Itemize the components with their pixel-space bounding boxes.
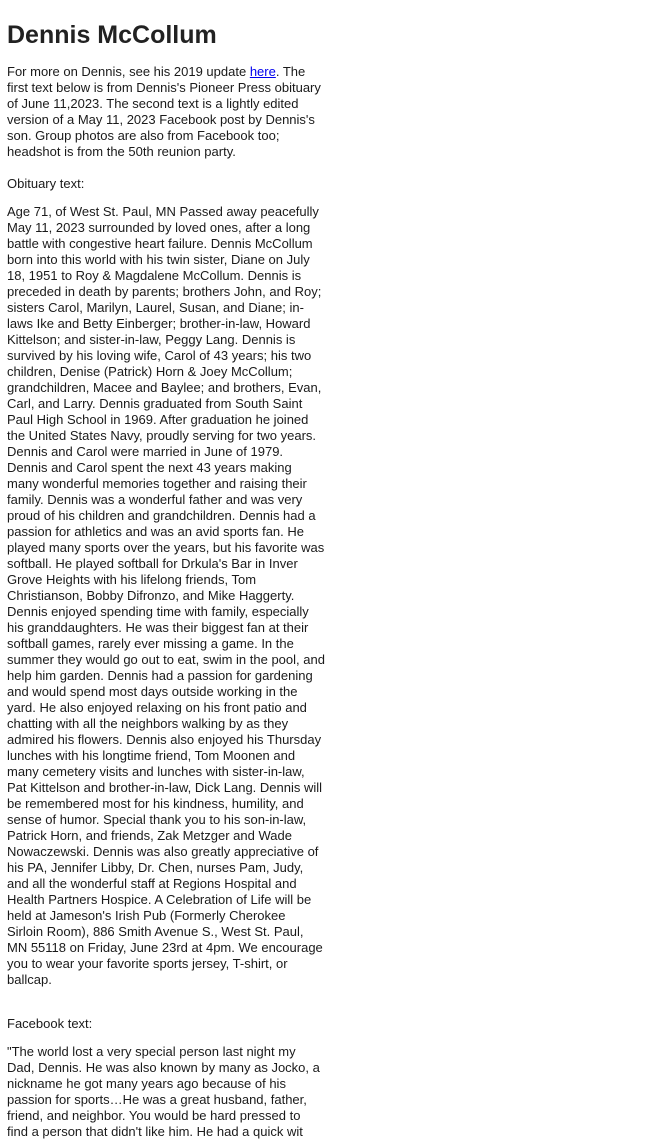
update-link[interactable]: here — [249, 64, 276, 79]
facebook-text: "The world lost a very special person last night my Dad, Dennis. He was also known by many as Jocko, a nickname he got many years ago because of his passion for sports…He was a great husband, father, friend, and neighbor. You would be hard pressed to find a person that didn't like him. He had a quick wit — [7, 1044, 320, 1139]
intro-paragraph — [7, 64, 325, 160]
intro-text-after-link: . The first text below is from Dennis's Pioneer Press obituary of June 11,2023. The second text is a lightly edited version of a May 11, 2023 Facebook post by Dennis's son. Group photos are also from Facebook too; headshot is from the 50th reunion party. — [7, 64, 321, 159]
intro-text-before-link: For more on Dennis, see his 2019 update — [7, 64, 250, 79]
facebook-label: Facebook text: — [7, 1016, 93, 1031]
obituary-text: Age 71, of West St. Paul, MN Passed away peacefully May 11, 2023 surrounded by loved ones, after a long battle with congestive heart failure. Dennis McCollum born into this world with his twin sister, Diane on July 18, 1951 to Roy & Magdalene McCollum. Dennis is preceded in death by parents; brothers John, and Roy; sisters Carol, Marilyn, Laurel, Susan, and Diane; in-laws Ike and Betty Einberger; brother-in-law, Howard Kittelson; and sister-in-law, Peggy Lang. Dennis is survived by his loving wife, Carol of 43 years; his two children, Denise (Patrick) Horn & Joey McCollum; grandchildren, Macee and Baylee; and brothers, Evan, Carl, and Larry. Dennis graduated from South Saint Paul High School in 1969. After graduation he joined the United States Navy, proudly serving for two years. Dennis and Carol were married in June of 1979. Dennis and Carol spent the next 43 years making many wonderful memories together and raising their family. Dennis was a wonderful father and was very proud of his children and grandchildren. Dennis had a passion for athletics and was an avid sports fan. He played many sports over the years, but his favorite was softball. He played softball for Drkula's Bar in Inver Grove Heights with his lifelong friends, Tom Christianson, Bobby Difronzo, and Mike Haggerty. Dennis enjoyed spending time with family, especially his granddaughters. He was their biggest fan at their softball games, rarely ever missing a game. In the summer they would go out to eat, swim in the pool, and help him garden. Dennis had a passion for gardening and would spend most days outside working in the yard. He also enjoyed relaxing on his front patio and chatting with all the neighbors walking by as they admired his flowers. Dennis also enjoyed his Thursday lunches with his longtime friend, Tom Moonen and many cemetery visits and lunches with sister-in-law, Pat Kittelson and brother-in-law, Dick Lang. Dennis will be remembered most for his kindness, humility, and sense of humor. Special thank you to his son-in-law, Patrick Horn, and friends, Zak Metzger and Wade Nowaczewski. Dennis was also greatly appreciative of his PA, Jennifer Libby, Dr. Chen, nurses Pam, Judy, and all the wonderful staff at Regions Hospital and Health Partners Hospice. A Celebration of Life will be held at Jameson's Irish Pub (Formerly Cherokee Sirloin Room), 886 Smith Avenue S., West St. Paul, MN 55118 on Friday, June 23rd at 4pm. We encourage you to wear your favorite sports jersey, T-shirt, or ballcap. — [7, 204, 325, 987]
obituary-label: Obituary text: — [7, 176, 85, 191]
page-title: Dennis McCollum — [7, 21, 217, 49]
article — [0, 0, 325, 1140]
